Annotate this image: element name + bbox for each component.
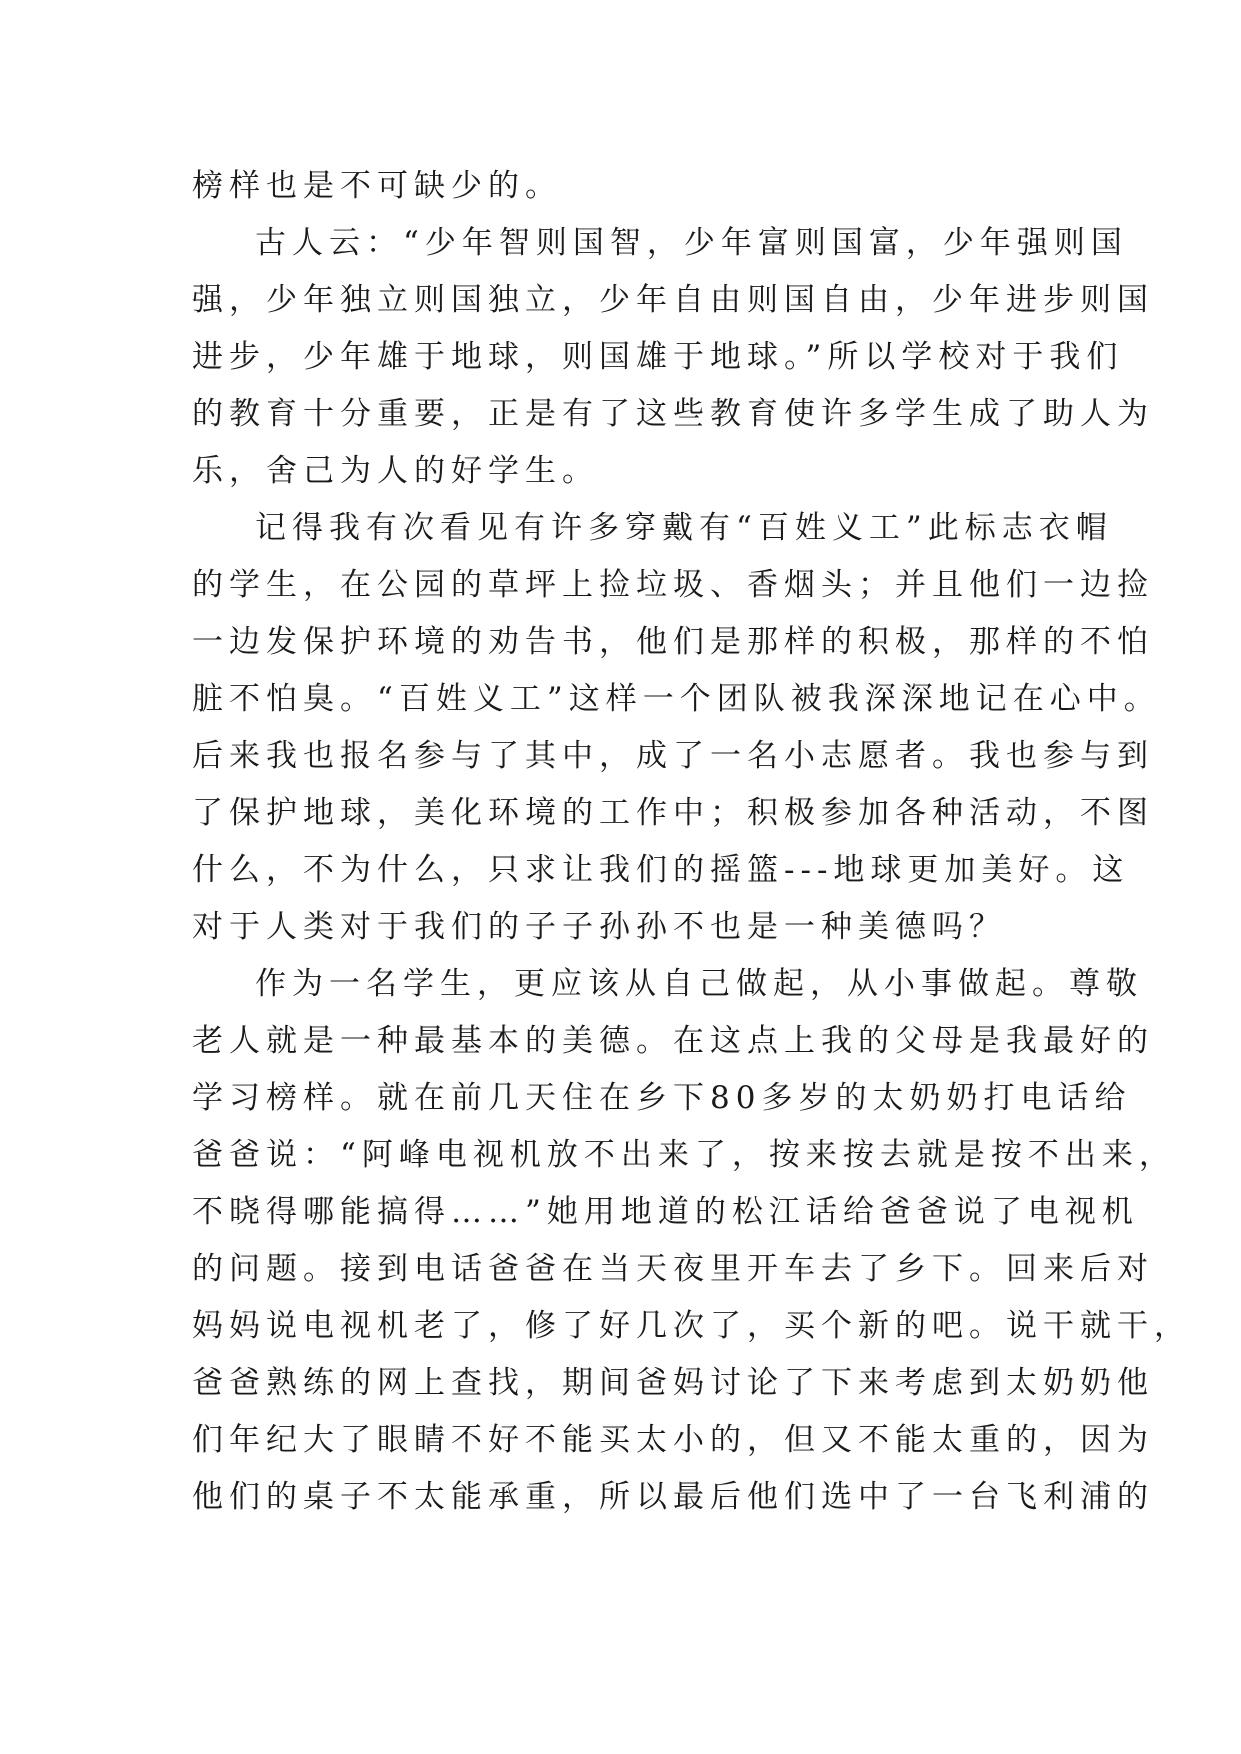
- text-line: 学习榜样。就在前几天住在乡下80多岁的太奶奶打电话给: [192, 1080, 1132, 1116]
- text-line: 们年纪大了眼睛不好不能买太小的，但又不能太重的，因为: [192, 1422, 1154, 1458]
- text-line: 强，少年独立则国独立，少年自由则国自由，少年进步则国: [192, 282, 1154, 318]
- text-line: 不晓得哪能搞得……”她用地道的松江话给爸爸说了电视机: [192, 1194, 1139, 1230]
- text-line: 什么，不为什么，只求让我们的摇篮---地球更加美好。这: [192, 852, 1130, 888]
- text-line: 的教育十分重要，正是有了这些教育使许多学生成了助人为: [192, 396, 1154, 432]
- paragraph-first-line: 古人云：“少年智则国智，少年富则国富，少年强则国: [255, 225, 1128, 261]
- text-line: 老人就是一种最基本的美德。在这点上我的父母是我最好的: [192, 1023, 1154, 1059]
- text-line: 的学生，在公园的草坪上捡垃圾、香烟头；并且他们一边捡: [192, 567, 1154, 603]
- text-line: 爸爸熟练的网上查找，期间爸妈讨论了下来考虑到太奶奶他: [192, 1365, 1154, 1401]
- text-line: 妈妈说电视机老了，修了好几次了，买个新的吧。说干就干，: [192, 1308, 1191, 1344]
- text-line: 脏不怕臭。“百姓义工”这样一个团队被我深深地记在心中。: [192, 681, 1161, 717]
- text-line: 的问题。接到电话爸爸在当天夜里开车去了乡下。回来后对: [192, 1251, 1154, 1287]
- text-line: 对于人类对于我们的子子孙孙不也是一种美德吗？: [192, 909, 1006, 945]
- text-line: 进步，少年雄于地球，则国雄于地球。”所以学校对于我们: [192, 339, 1124, 375]
- text-line: 爸爸说：“阿峰电视机放不出来了，按来按去就是按不出来，: [192, 1137, 1176, 1173]
- text-line: 乐，舍己为人的好学生。: [192, 453, 599, 489]
- text-line: 榜样也是不可缺少的。: [192, 168, 562, 204]
- text-line: 他们的桌子不太能承重，所以最后他们选中了一台飞利浦的: [192, 1479, 1154, 1515]
- paragraph-first-line: 作为一名学生，更应该从自己做起，从小事做起。尊敬: [255, 966, 1143, 1002]
- text-line: 后来我也报名参与了其中，成了一名小志愿者。我也参与到: [192, 738, 1154, 774]
- paragraph-first-line: 记得我有次看见有许多穿戴有“百姓义工”此标志衣帽: [255, 510, 1113, 546]
- text-line: 一边发保护环境的劝告书，他们是那样的积极，那样的不怕: [192, 624, 1154, 660]
- text-line: 了保护地球，美化环境的工作中；积极参加各种活动，不图: [192, 795, 1154, 831]
